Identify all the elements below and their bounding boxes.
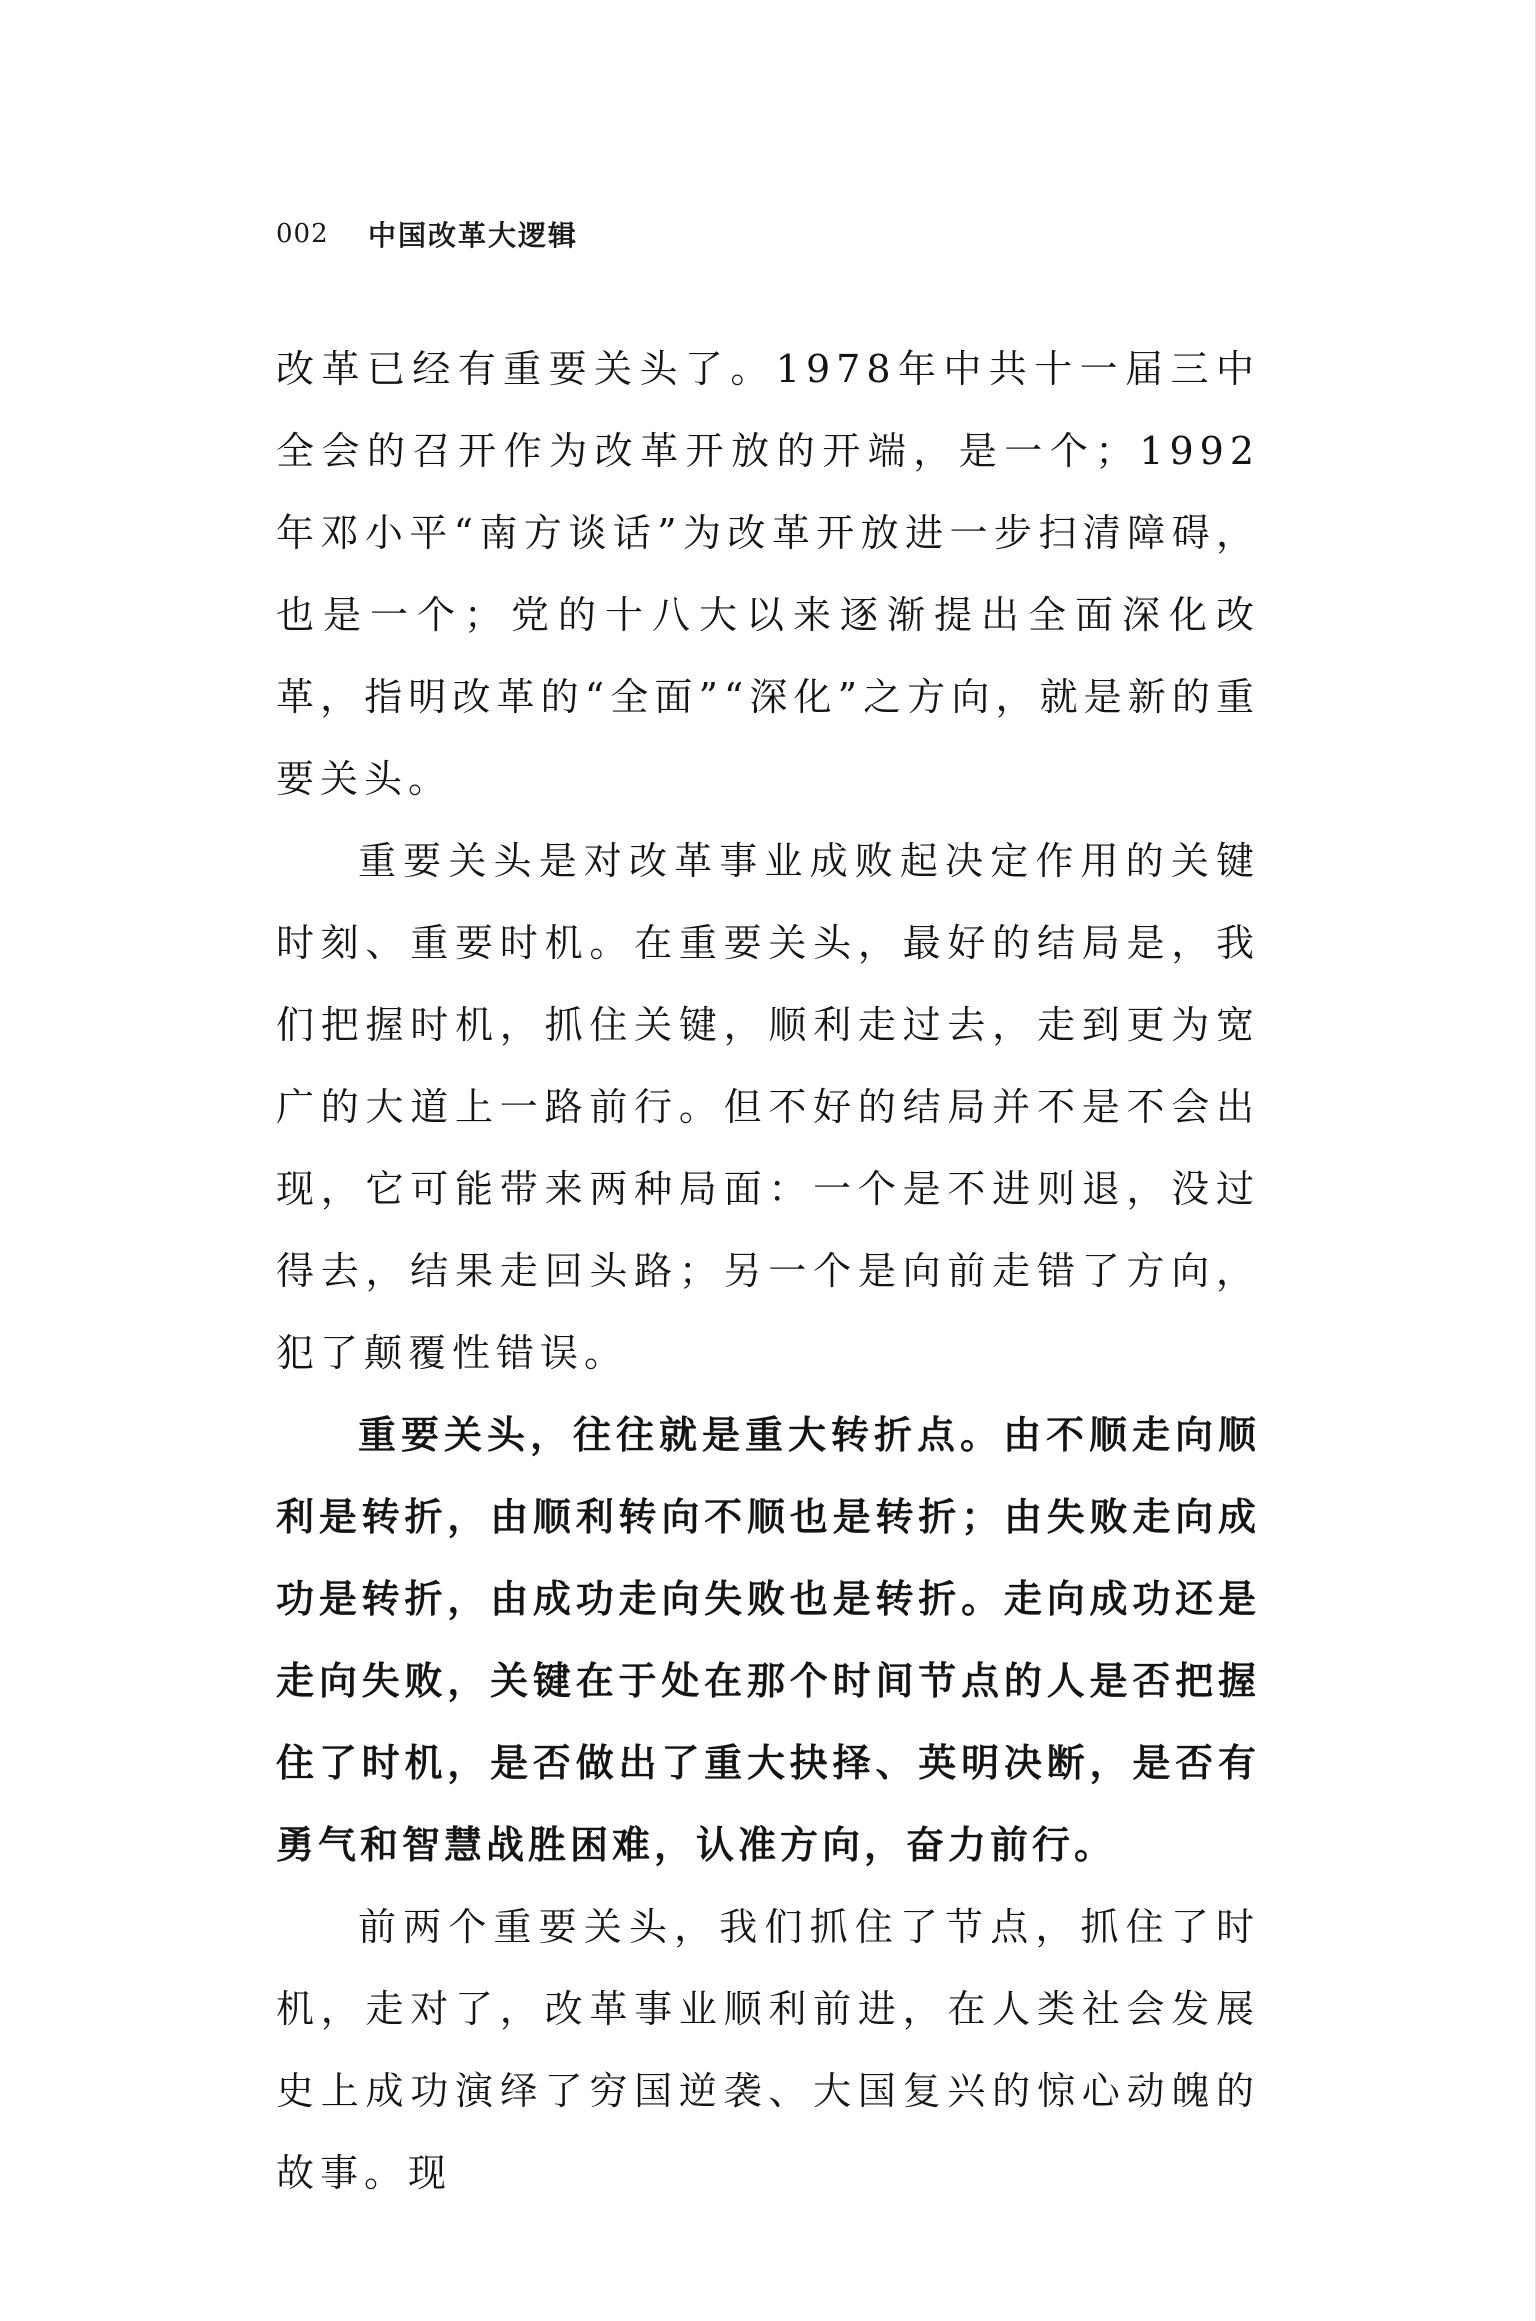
page-number: 002	[276, 219, 329, 249]
paragraph-past-successes: 前两个重要关头，我们抓住了节点，抓住了时机，走对了，改革事业顺利前进，在人类社会发展史上成功演绎了穷国逆袭、大国复兴的惊心动魄的故事。现	[276, 1905, 1260, 2195]
paragraph-turning-points: 重要关头，往往就是重大转折点。由不顺走向顺利是转折，由顺利转向不顺也是转折；由失败走向成功是转折，由成功走向失败也是转折。走向成功还是走向失败，关键在于处在那个时间节点的人是否把握住了时机，是否做出了重大抉择、英明决断，是否有勇气和智慧战胜困难，认准方向，奋力前行。	[276, 1413, 1260, 1867]
running-head	[276, 214, 578, 254]
book-title: 中国改革大逻辑	[368, 219, 579, 252]
paragraph-reform-milestones: 改革已经有重要关头了。1978年中共十一届三中全会的召开作为改革开放的开端，是一个；1992年邓小平“南方谈话”为改革开放进一步扫清障碍，也是一个；党的十八大以来逐渐提出全面深化改革，指明改革的“全面”“深化”之方向，就是新的重要关头。	[276, 347, 1260, 801]
body-text	[276, 328, 1260, 2214]
paragraph-critical-moments: 重要关头是对改革事业成败起决定作用的关键时刻、重要时机。在重要关头，最好的结局是，我们把握时机，抓住关键，顺利走过去，走到更为宽广的大道上一路前行。但不好的结局并不是不会出现，它可能带来两种局面：一个是不进则退，没过得去，结果走回头路；另一个是向前走错了方向，犯了颠覆性错误。	[276, 839, 1260, 1375]
